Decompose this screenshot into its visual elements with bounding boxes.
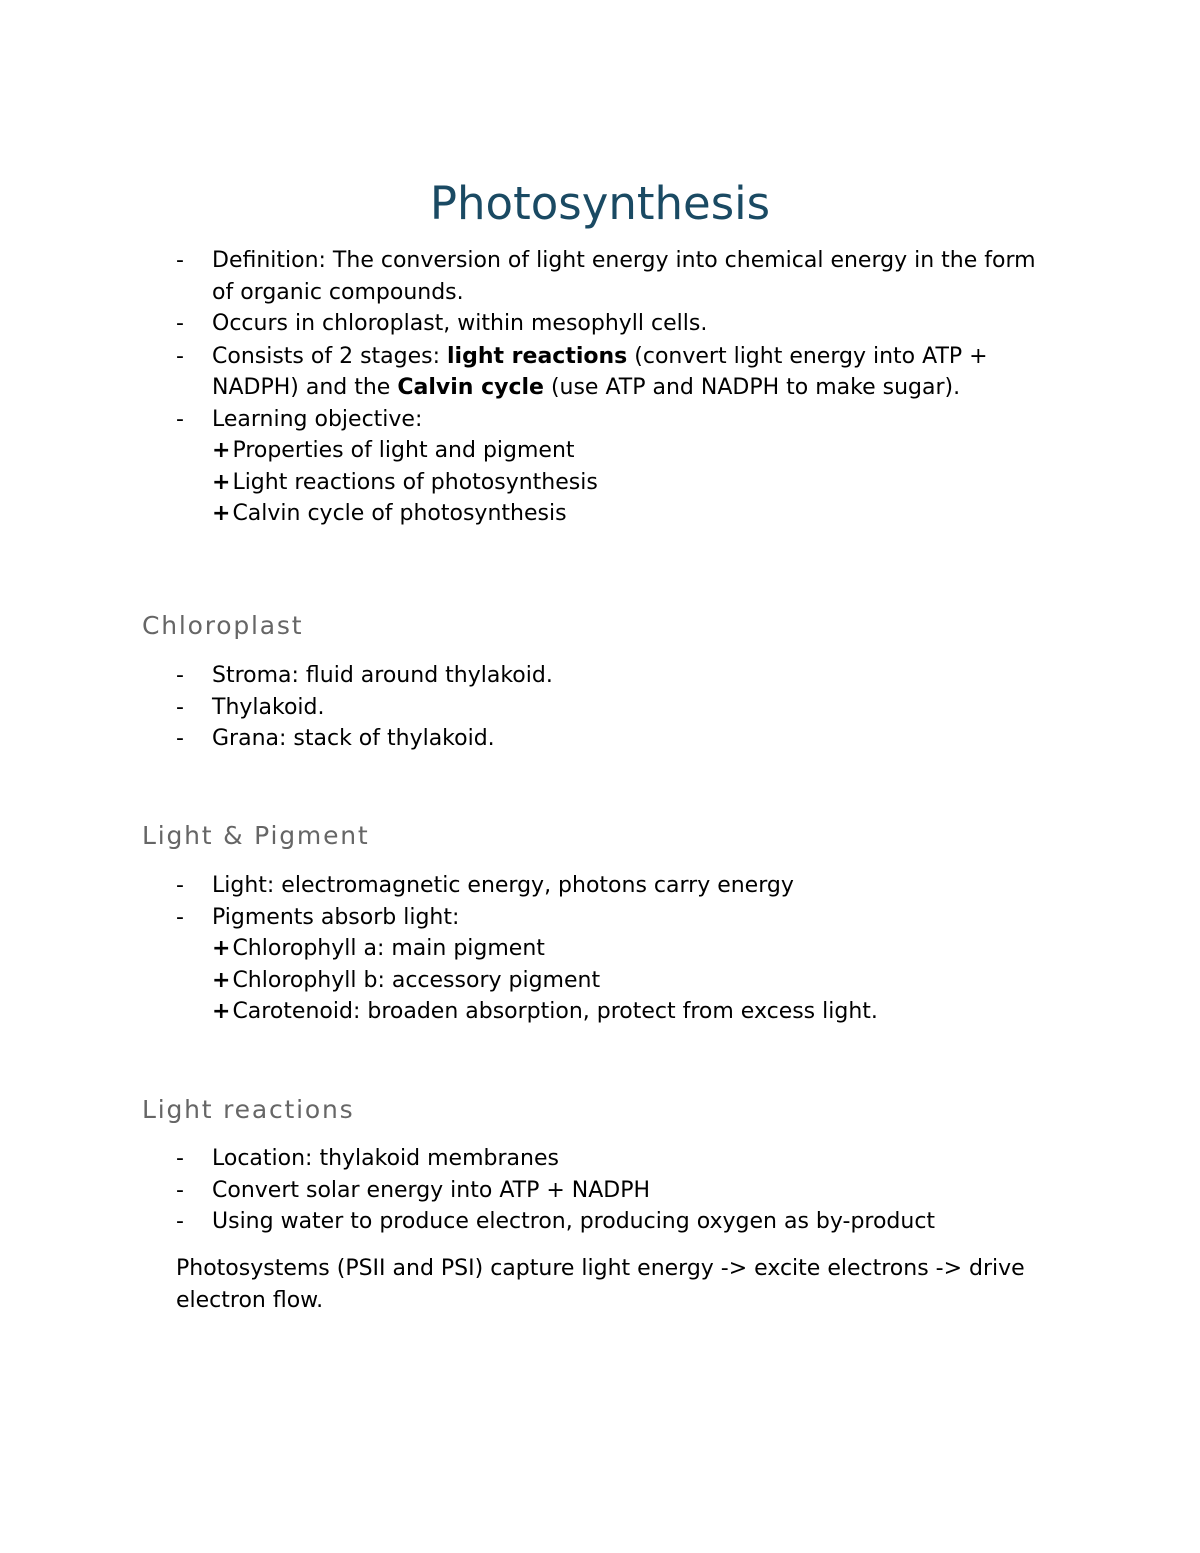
pigment-item	[212, 933, 1050, 965]
pigment-text: Chlorophyll b: accessory pigment	[232, 967, 601, 993]
list-item-text: Convert solar energy into ATP + NADPH	[212, 1177, 651, 1203]
list-item	[0, 692, 1200, 724]
section-heading-light-pigment: Light & Pigment	[142, 821, 370, 850]
list-item-stages	[0, 341, 1200, 404]
light-reactions-list	[0, 1143, 1200, 1238]
list-item-text: Light: electromagnetic energy, photons carry energy	[212, 873, 794, 898]
pigment-item	[212, 996, 1050, 1028]
objective-text: Calvin cycle of photosynthesis	[232, 501, 567, 526]
plus-icon: +	[212, 999, 231, 1024]
bullet-dash: -	[176, 873, 184, 898]
stages-suffix: (use ATP and NADPH to make sugar).	[543, 375, 961, 400]
pigment-item	[212, 965, 1050, 997]
list-item-definition	[0, 245, 1200, 308]
bullet-dash: -	[176, 1209, 184, 1234]
list-item-objective	[0, 404, 1200, 530]
list-item-text: Thylakoid.	[212, 694, 325, 720]
plus-icon: +	[212, 501, 231, 526]
bullet-dash: -	[176, 694, 184, 720]
occurs-text: Occurs in chloroplast, within mesophyll cells.	[212, 311, 708, 336]
bullet-dash: -	[176, 726, 184, 751]
stages-light-reactions: light reactions	[447, 343, 628, 369]
bullet-dash: -	[176, 1177, 184, 1203]
page-title: Photosynthesis	[429, 177, 771, 230]
objective-item	[212, 467, 1050, 499]
list-item-text: Location: thylakoid membranes	[212, 1146, 559, 1171]
bullet-dash: -	[176, 904, 184, 930]
objective-label: Learning objective:	[212, 406, 423, 432]
list-item-text: Pigments absorb light:	[212, 904, 460, 930]
stages-calvin-cycle: Calvin cycle	[397, 375, 544, 400]
bullet-dash: -	[176, 248, 184, 273]
list-item	[0, 902, 1200, 1028]
light-pigment-list	[0, 870, 1200, 1028]
stages-prefix: Consists of 2 stages:	[212, 343, 448, 369]
plus-icon: +	[212, 967, 231, 993]
list-item-text: Stroma: fluid around thylakoid.	[212, 663, 553, 688]
objective-text: Light reactions of photosynthesis	[232, 469, 598, 495]
bullet-dash: -	[176, 663, 184, 688]
intro-list	[0, 245, 1200, 530]
section-heading-chloroplast: Chloroplast	[142, 611, 304, 640]
plus-icon: +	[212, 936, 231, 961]
chloroplast-list	[0, 660, 1200, 755]
list-item	[0, 660, 1200, 692]
plus-icon: +	[212, 438, 231, 463]
list-item-text: Grana: stack of thylakoid.	[212, 726, 495, 751]
list-item-text: Using water to produce electron, producing oxygen as by-product	[212, 1209, 936, 1234]
list-item-occurs	[0, 308, 1200, 340]
bullet-dash: -	[176, 1146, 184, 1171]
definition-text: Definition: The conversion of light energy into chemical energy in the form of organic compounds.	[212, 248, 1036, 305]
list-item	[0, 870, 1200, 902]
bullet-dash: -	[176, 406, 184, 432]
list-item	[0, 723, 1200, 755]
list-item	[0, 1143, 1200, 1175]
list-item	[0, 1175, 1200, 1207]
section-heading-light-reactions: Light reactions	[142, 1095, 355, 1124]
pigment-text: Carotenoid: broaden absorption, protect from excess light.	[232, 999, 878, 1024]
photosystems-paragraph: Photosystems (PSII and PSI) capture light energy -> excite electrons -> drive electron flow.	[176, 1256, 1025, 1313]
objective-item	[212, 435, 1050, 467]
objective-item	[212, 498, 1050, 530]
stages-mid: (convert light energy into ATP + NADPH) and the	[212, 343, 988, 400]
bullet-dash: -	[176, 311, 184, 336]
bullet-dash: -	[176, 343, 184, 369]
plus-icon: +	[212, 469, 231, 495]
objective-text: Properties of light and pigment	[232, 438, 575, 463]
pigment-text: Chlorophyll a: main pigment	[232, 936, 545, 961]
list-item	[0, 1206, 1200, 1238]
